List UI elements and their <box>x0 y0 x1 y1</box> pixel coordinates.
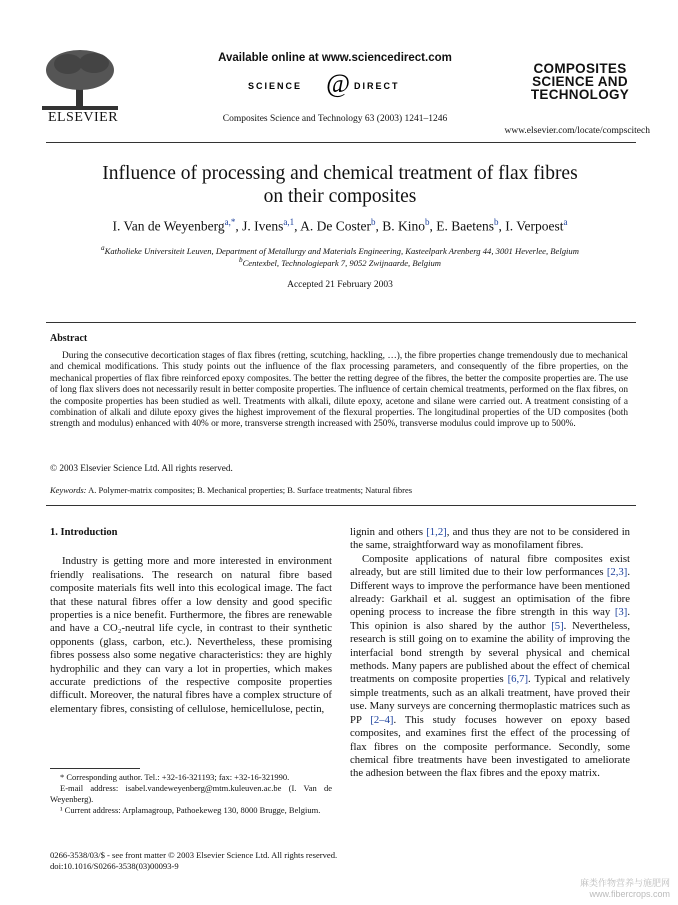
abstract-divider <box>46 322 636 323</box>
paragraph <box>350 553 630 781</box>
section-title: 1. Introduction <box>50 527 118 538</box>
svg-text:SCIENCE: SCIENCE <box>248 81 303 91</box>
doi-line: doi:10.1016/S0266-3538(03)00093-9 <box>50 861 179 871</box>
text-run: . This study focuses however on epoxy based composites, and examines first the effect of the processing of flax fibres on the composite performance. Secondly, some chemical fibre treatments have been investigated to ameliorate the adhesion between the flax fibres and the epoxy matrix. <box>350 713 630 780</box>
right-column <box>350 526 630 781</box>
author-affiliation-mark: b <box>371 217 376 227</box>
author-affiliation-mark: a <box>563 217 568 227</box>
article-title <box>60 162 620 208</box>
keywords-divider <box>46 505 636 506</box>
text-run: . Different ways to improve the performance have been mentioned already: Garkhail et al. suggest an optimisation of the fibre opening process to increase the fibre strength in this way <box>350 566 630 619</box>
title-line: Influence of processing and chemical treatment of flax fibres <box>102 163 578 184</box>
text-run: . This opinion is also shared by the author <box>350 606 630 632</box>
citation-link[interactable]: [2–4] <box>370 713 394 726</box>
paragraph: Industry is getting more and more interested in environment friendly realisations. The research on natural fibre based composite materials fits well into this ecological image. The fact that these natural fibres offer a low density and good specific properties is a nice benefit. Furthermore, the fibres are renewable and have a CO₂-neutral life cycle, in contrast to their synthetic opponents (glass, carbon, etc.). Nevertheless, these promising fibres possess also some negative characteristics: they are highly hydrophilic and they can vary a lot in properties, which makes accurate predictions of the respective composite properties difficult. Moreover, the natural fibres have a complex structure of elementary fibres, consisting of cellulose, hemicellulose, pectin, <box>50 555 332 715</box>
doi-block <box>50 850 337 872</box>
journal-citation: Composites Science and Technology 63 (2003) 1241–1246 <box>222 114 448 124</box>
available-online-text: Available online at www.sciencedirect.com <box>218 52 452 64</box>
author-name: I. Van de Weyenberg <box>112 218 225 234</box>
author-affiliation-mark: a,* <box>224 217 236 227</box>
author-affiliation-mark: a,1 <box>283 217 295 227</box>
journal-logo-line: COMPOSITES <box>533 61 627 76</box>
author-name: E. Baetens <box>436 218 495 234</box>
abstract-copyright: © 2003 Elsevier Science Ltd. All rights reserved. <box>50 464 233 474</box>
keywords-label: Keywords: <box>50 485 87 495</box>
keywords-line <box>50 485 628 495</box>
author-affiliation-mark: b <box>494 217 499 227</box>
text-run: . Typical and relatively simple treatments, such as an alkali treatment, have proved their use. Many surveys are concerning thermoplastic matrices such as PP <box>350 673 630 726</box>
citation-link[interactable]: [2,3] <box>606 566 628 579</box>
affiliation-text: Centexbel, Technologiepark 7, 9052 Zwijnaarde, Belgium <box>242 257 441 268</box>
author-name: I. Verpoest <box>505 218 564 234</box>
author-name: J. Ivens <box>242 218 284 234</box>
keywords-text: A. Polymer-matrix composites; B. Mechanical properties; B. Surface treatments; Natural fibres <box>88 485 413 495</box>
text-run: lignin and others <box>350 526 427 538</box>
citation-link[interactable]: [1,2] <box>426 526 447 538</box>
sciencedirect-logo <box>240 70 430 100</box>
author-name: A. De Coster <box>300 218 372 234</box>
footnote-current-address: ¹ Current address: Arplamagroup, Pathoekeweg 130, 8000 Brugge, Belgium. <box>60 805 321 815</box>
text-run: , and thus they are not to be considered in the same, straightforward way as monofilament fibres. <box>350 526 631 552</box>
abstract-body: During the consecutive decortication stages of flax fibres (retting, scutching, hackling, …), the fibre properties change tremendously due to mechanical and chemical modifications. This study points out the influence of the flax processing parameters, and consequently of the fibre properties, on the mechanical properties of flax fibre reinforced epoxy composites. The better the retting degree of the fibres, the better the composite properties are. The use of long flax slivers does not necessarily result in better composite properties. The influence of certain chemical treatments, performed on the flax fibres, on the composite properties has been studied as well. Treatments with alkali, dilute epoxy, acetone and silane were carried out. A treatment consisting of a combination of alkali and dilute epoxy gives the highest improvement of the flexural properties. The longitudinal properties of the UD composites (both strength and modulus) enhanced with 40% or more, transverse strength increased with 250%, transverse modulus could improve up to 500%. <box>50 351 628 430</box>
author-affiliation-mark: b <box>425 217 430 227</box>
affiliation-text: Katholieke Universiteit Leuven, Department of Metallurgy and Materials Engineering, Kasteelpark Arenberg 44, 3001 Heverlee, Belgium <box>104 245 579 256</box>
elsevier-tree-logo <box>40 48 120 112</box>
accepted-date: Accepted 21 February 2003 <box>287 280 393 290</box>
left-column <box>50 526 332 716</box>
site-watermark: 麻类作物营养与施肥网 www.fibercrops.com <box>579 878 670 899</box>
text-run: . Nevertheless, research is still going on to examine the ability of improving the interfacial bond strength by several physical and chemical methods. Many papers are published about the effect of chemical treatments on composite properties <box>350 619 630 686</box>
paragraph <box>350 526 630 553</box>
affiliation-a: $^a$Katholieke Universiteit Leuven, Department of Metallurgy and Materials Engineering, Kasteelpark Arenberg 44, 3001 Heverlee, Belgium <box>101 244 579 256</box>
footnotes <box>50 772 332 816</box>
journal-logo-line: SCIENCE AND <box>532 74 628 89</box>
svg-text:@: @ <box>326 70 350 98</box>
citation-link[interactable]: [5] <box>551 619 564 632</box>
citation-link[interactable]: [6,7] <box>507 673 529 686</box>
author-name: B. Kino <box>382 218 426 234</box>
text-run: Composite applications of natural fibre composites exist already, but are still limited due to their low performances <box>350 552 630 579</box>
journal-url-link[interactable]: www.elsevier.com/locate/compscitech <box>504 126 650 136</box>
footnote-divider <box>50 768 140 769</box>
affiliation-b: $^b$Centexbel, Technologiepark 7, 9052 Zwijnaarde, Belgium <box>238 256 441 268</box>
journal-logo <box>520 62 640 101</box>
footnote-email: E-mail address: isabel.vandeweyenberg@mtm.kuleuven.ac.be (I. Van de Weyenberg). <box>50 783 332 804</box>
author-list: I. Van de Weyenberg$^{a,*}$, J. Ivens$^{a,1}$, A. De Coster$^b$, B. Kino$^b$, E. Baetens$^b$, I. Verpoest$^a$ <box>112 217 568 234</box>
citation-link[interactable]: [3] <box>614 606 628 619</box>
header-divider <box>46 142 636 143</box>
svg-text:DIRECT: DIRECT <box>354 81 400 91</box>
publisher-name: ELSEVIER <box>47 110 119 125</box>
abstract-heading: Abstract <box>50 333 88 344</box>
footnote-corresponding: * Corresponding author. Tel.: +32-16-321193; fax: +32-16-321990. <box>60 772 290 782</box>
journal-logo-line: TECHNOLOGY <box>530 87 630 102</box>
issn-line: 0266-3538/03/$ - see front matter © 2003 Elsevier Science Ltd. All rights reserved. <box>50 850 338 860</box>
title-line: on their composites <box>263 186 417 207</box>
